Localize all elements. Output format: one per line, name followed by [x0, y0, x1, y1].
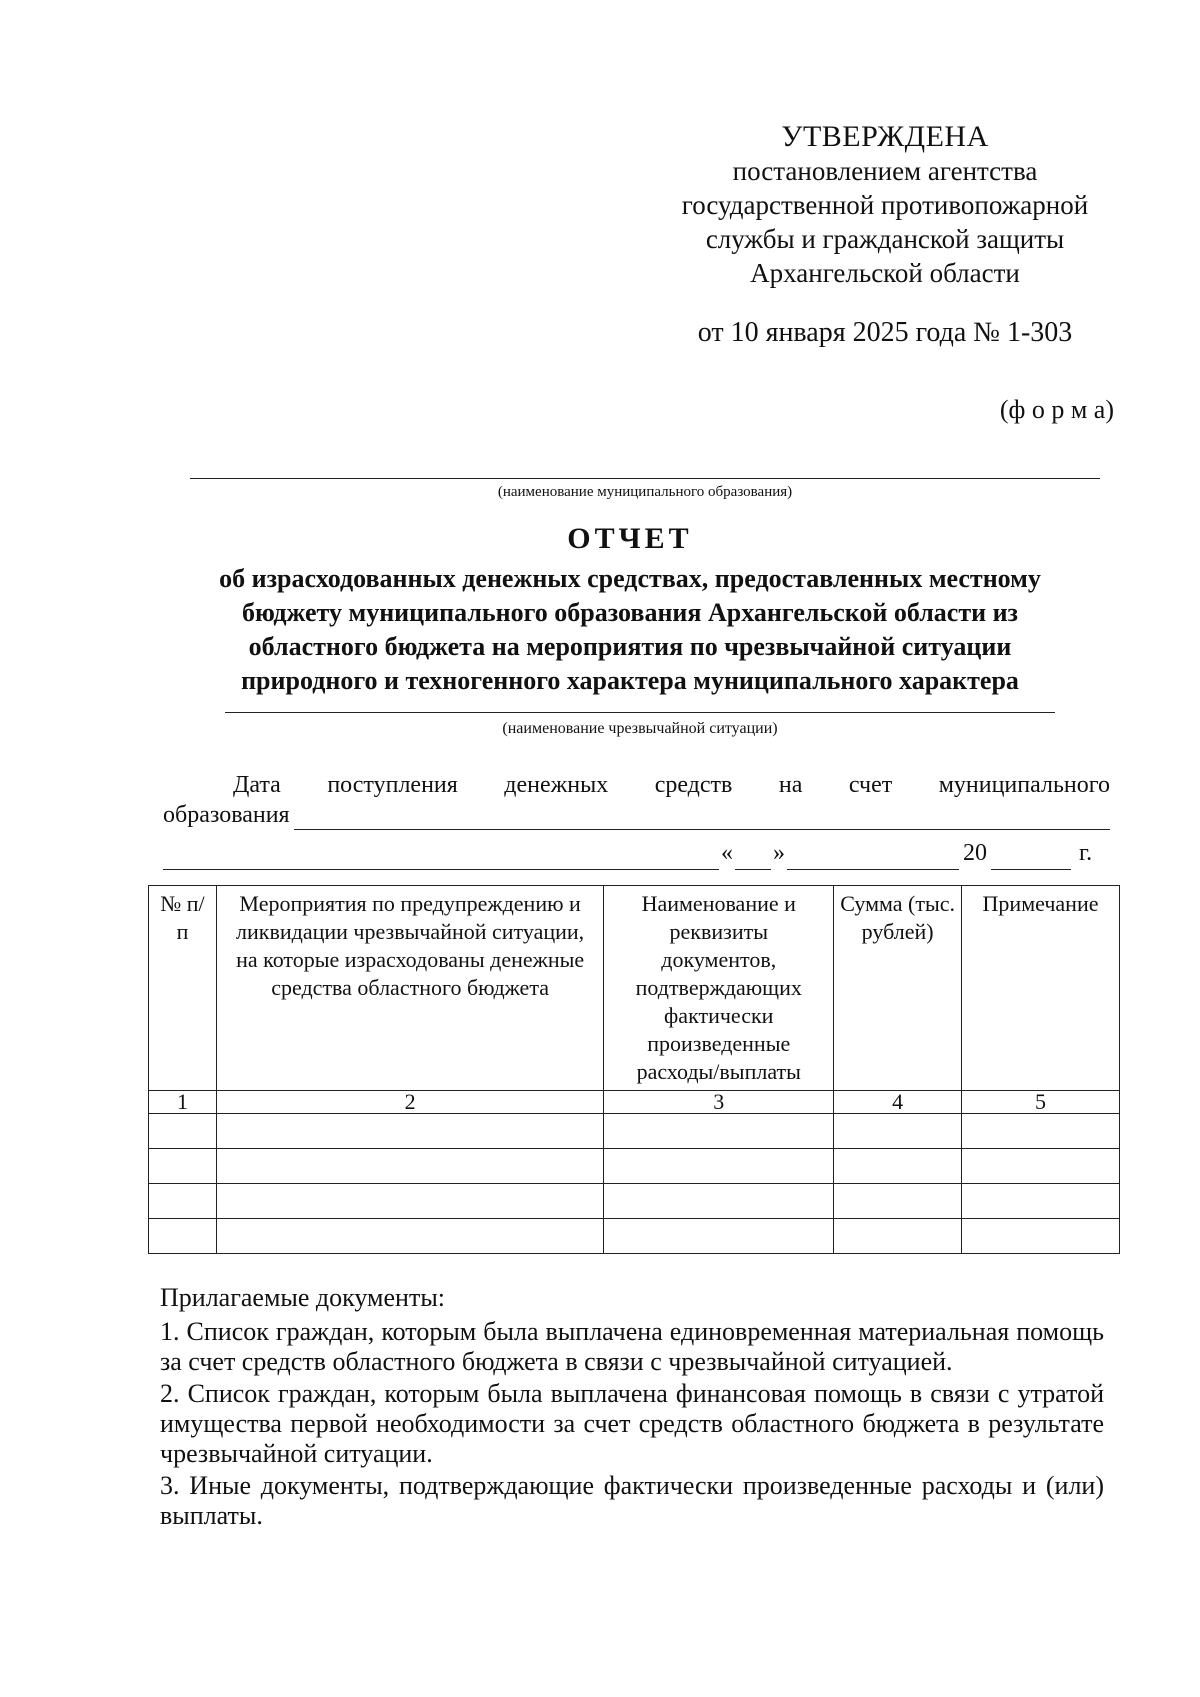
municipality-name-line — [190, 478, 1100, 479]
approval-line: государственной противопожарной — [681, 190, 1089, 220]
report-title: ОТЧЕТ — [567, 522, 693, 555]
money-receipt-line-1 — [163, 770, 1110, 800]
header-amount: Сумма (тыс. рублей) — [834, 886, 962, 1091]
month-blank — [787, 868, 959, 870]
approval-stamp — [660, 120, 1110, 350]
year-prefix: 20 — [963, 840, 987, 866]
table-cell — [834, 1184, 962, 1219]
table-cell — [216, 1219, 603, 1254]
attachment-item: 2. Список граждан, которым была выплачена финансовая помощь в связи с утратой имущества первой необходимости за счет средств областного бюджета в результате чрезвычайной ситуации. — [160, 1379, 1104, 1468]
year-suffix: г. — [1079, 840, 1093, 866]
table-cell — [962, 1149, 1120, 1184]
receipt-word: счет — [848, 772, 893, 798]
receipt-word: денежных — [504, 772, 609, 798]
table-cell — [962, 1219, 1120, 1254]
header-documents: Наименование и реквизиты документов, подтверждающих фактически произведенные расходы/выплаты — [604, 886, 834, 1091]
table-cell — [149, 1219, 217, 1254]
emergency-name-line — [225, 712, 1055, 713]
year-blank — [991, 868, 1071, 870]
blank-line — [163, 868, 719, 870]
column-number: 5 — [962, 1091, 1120, 1114]
table-cell — [962, 1184, 1120, 1219]
approval-line: службы и гражданской защиты — [705, 224, 1065, 254]
column-number: 2 — [216, 1091, 603, 1114]
table-cell — [834, 1219, 962, 1254]
table-row — [149, 1114, 1120, 1149]
attachment-item: 3. Иные документы, подтверждающие фактически произведенные расходы и (или) выплаты. — [160, 1471, 1104, 1530]
table-cell — [604, 1219, 834, 1254]
table-cell — [604, 1184, 834, 1219]
report-table — [148, 885, 1120, 1254]
column-number: 1 — [149, 1091, 217, 1114]
header-measures: Мероприятия по предупреждению и ликвидации чрезвычайной ситуации, на которые израсходованы денежные средства областного бюджета — [216, 886, 603, 1091]
approval-heading: УТВЕРЖДЕНА — [781, 120, 989, 153]
money-receipt-block — [163, 770, 1110, 866]
receipt-line2-start: образования — [163, 802, 290, 828]
receipt-word: муниципального — [938, 772, 1110, 798]
money-receipt-line-2 — [163, 800, 1110, 830]
table-cell — [834, 1149, 962, 1184]
table-cell — [962, 1114, 1120, 1149]
subtitle-line: областного бюджета на мероприятия по чрезвычайной ситуации — [248, 632, 1012, 661]
header-note: Примечание — [962, 886, 1120, 1091]
table-cell — [149, 1184, 217, 1219]
approval-line: постановлением агентства — [732, 156, 1038, 186]
table-row — [149, 1219, 1120, 1254]
table-cell — [216, 1184, 603, 1219]
table-header-row — [149, 886, 1120, 1091]
table-cell — [149, 1149, 217, 1184]
column-number: 3 — [604, 1091, 834, 1114]
form-label: (ф о р м а) — [999, 395, 1114, 424]
receipt-word: на — [778, 772, 803, 798]
subtitle-line: природного и техногенного характера муниципального характера — [241, 666, 1019, 695]
receipt-word: средств — [654, 772, 733, 798]
report-subtitle — [150, 562, 1110, 698]
attachments-list — [160, 1283, 1104, 1533]
header-number: № п/п — [149, 886, 217, 1091]
money-receipt-line-3 — [163, 838, 1110, 870]
column-number-row — [149, 1091, 1120, 1114]
subtitle-line: бюджету муниципального образования Архангельской области из — [241, 598, 1019, 627]
table-cell — [604, 1114, 834, 1149]
table-row — [149, 1149, 1120, 1184]
table-row — [149, 1184, 1120, 1219]
table-cell — [834, 1114, 962, 1149]
receipt-word: поступления — [327, 772, 458, 798]
column-number: 4 — [834, 1091, 962, 1114]
receipt-word: Дата — [233, 772, 281, 798]
emergency-caption: (наименование чрезвычайной ситуации) — [502, 720, 778, 737]
approval-date: от 10 января 2025 года № 1-303 — [697, 317, 1073, 348]
approval-line: Архангельской области — [750, 258, 1020, 288]
municipality-caption: (наименование муниципального образования) — [497, 484, 793, 500]
table-cell — [149, 1114, 217, 1149]
account-blank — [294, 801, 1110, 830]
quote-close: » — [773, 840, 785, 866]
table-cell — [216, 1114, 603, 1149]
subtitle-line: об израсходованных денежных средствах, предоставленных местному — [219, 564, 1041, 593]
quote-open: « — [721, 840, 733, 866]
attachment-item: 1. Список граждан, которым была выплачена единовременная материальная помощь за счет средств областного бюджета в связи с чрезвычайной ситуацией. — [160, 1317, 1104, 1376]
table-cell — [216, 1149, 603, 1184]
day-blank — [735, 868, 771, 870]
table-cell — [604, 1149, 834, 1184]
attachments-heading: Прилагаемые документы: — [160, 1283, 446, 1312]
